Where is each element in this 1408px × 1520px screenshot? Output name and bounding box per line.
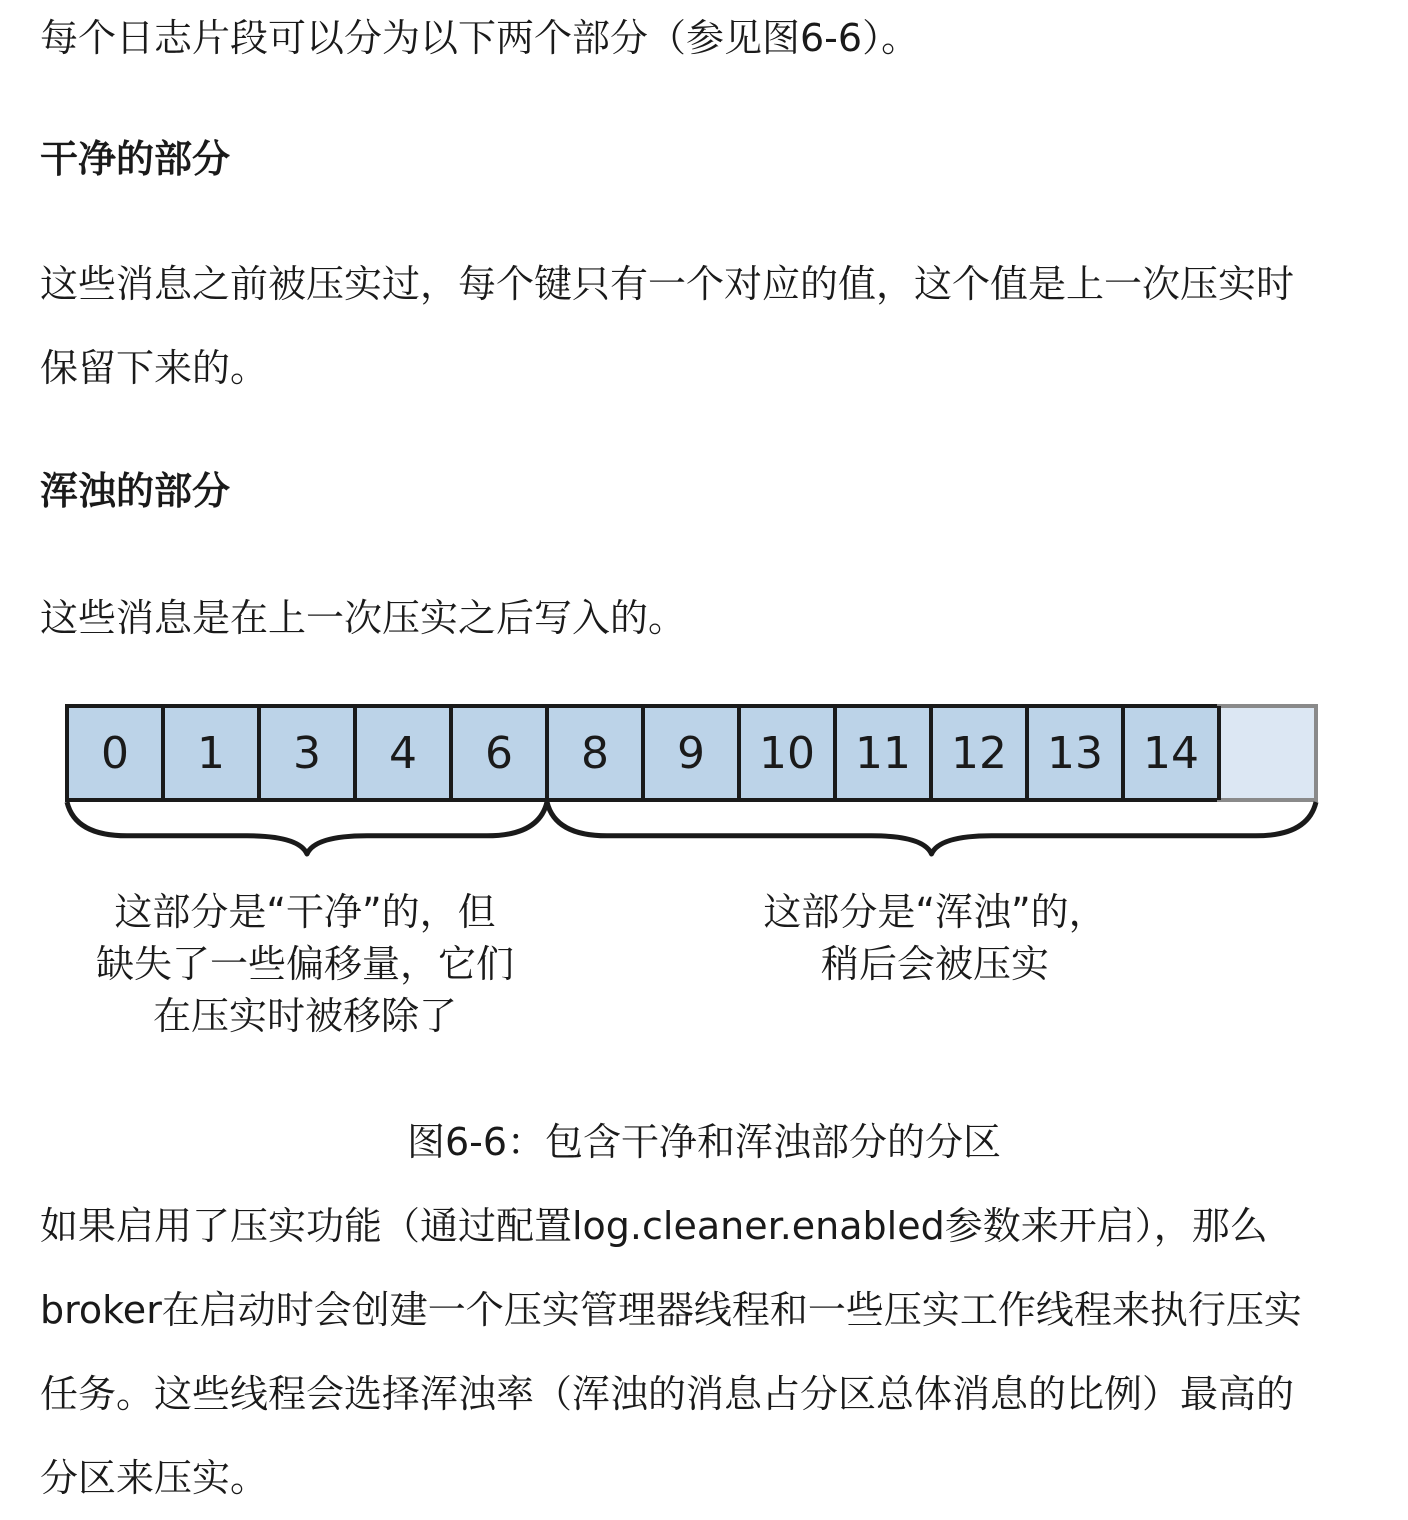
figure-caption: 图6-6：包含干净和浑浊部分的分区 [406, 1120, 1002, 1164]
curly-brace [67, 802, 547, 854]
intro-paragraph: 每个日志片段可以分为以下两个部分（参见图6-6）。 [40, 16, 920, 60]
dirty-section-paragraph: 这些消息是在上一次压实之后写入的。 [40, 596, 687, 640]
clean-section-paragraph: 这些消息之前被压实过，每个键只有一个对应的值，这个值是上一次压实时保留下来的。 [40, 262, 1295, 390]
offset-label: 6 [485, 728, 513, 779]
empty-cell [1219, 706, 1316, 800]
offset-label: 4 [389, 728, 417, 779]
clean-part-label: 这部分是“干净”的，但 缺失了一些偏移量，它们 在压实时被移除了 [95, 890, 514, 1038]
offset-label: 11 [855, 728, 911, 779]
offset-label: 0 [101, 728, 129, 779]
offset-label: 9 [677, 728, 705, 779]
partition-figure [0, 690, 1408, 1060]
dirty-part-label: 这部分是“浑浊”的， 稍后会被压实 [763, 890, 1107, 986]
curly-brace [547, 802, 1316, 854]
offset-label: 8 [581, 728, 609, 779]
offset-label: 14 [1143, 728, 1199, 779]
offset-label: 3 [293, 728, 321, 779]
dirty-section-heading: 浑浊的部分 [40, 469, 231, 513]
offset-label: 1 [197, 728, 225, 779]
body-paragraph: 如果启用了压实功能（通过配置log.cleaner.enabled参数来开启），那么broker在启动时会创建一个压实管理器线程和一些压实工作线程来执行压实任务。这些线程会选择浑浊率（浑浊的消息占分区总体消息的比例）最高的分区来压实。 [40, 1204, 1302, 1500]
offset-label: 13 [1047, 728, 1103, 779]
offset-label: 10 [759, 728, 815, 779]
clean-section-heading: 干净的部分 [40, 137, 231, 181]
offset-label: 12 [951, 728, 1007, 779]
